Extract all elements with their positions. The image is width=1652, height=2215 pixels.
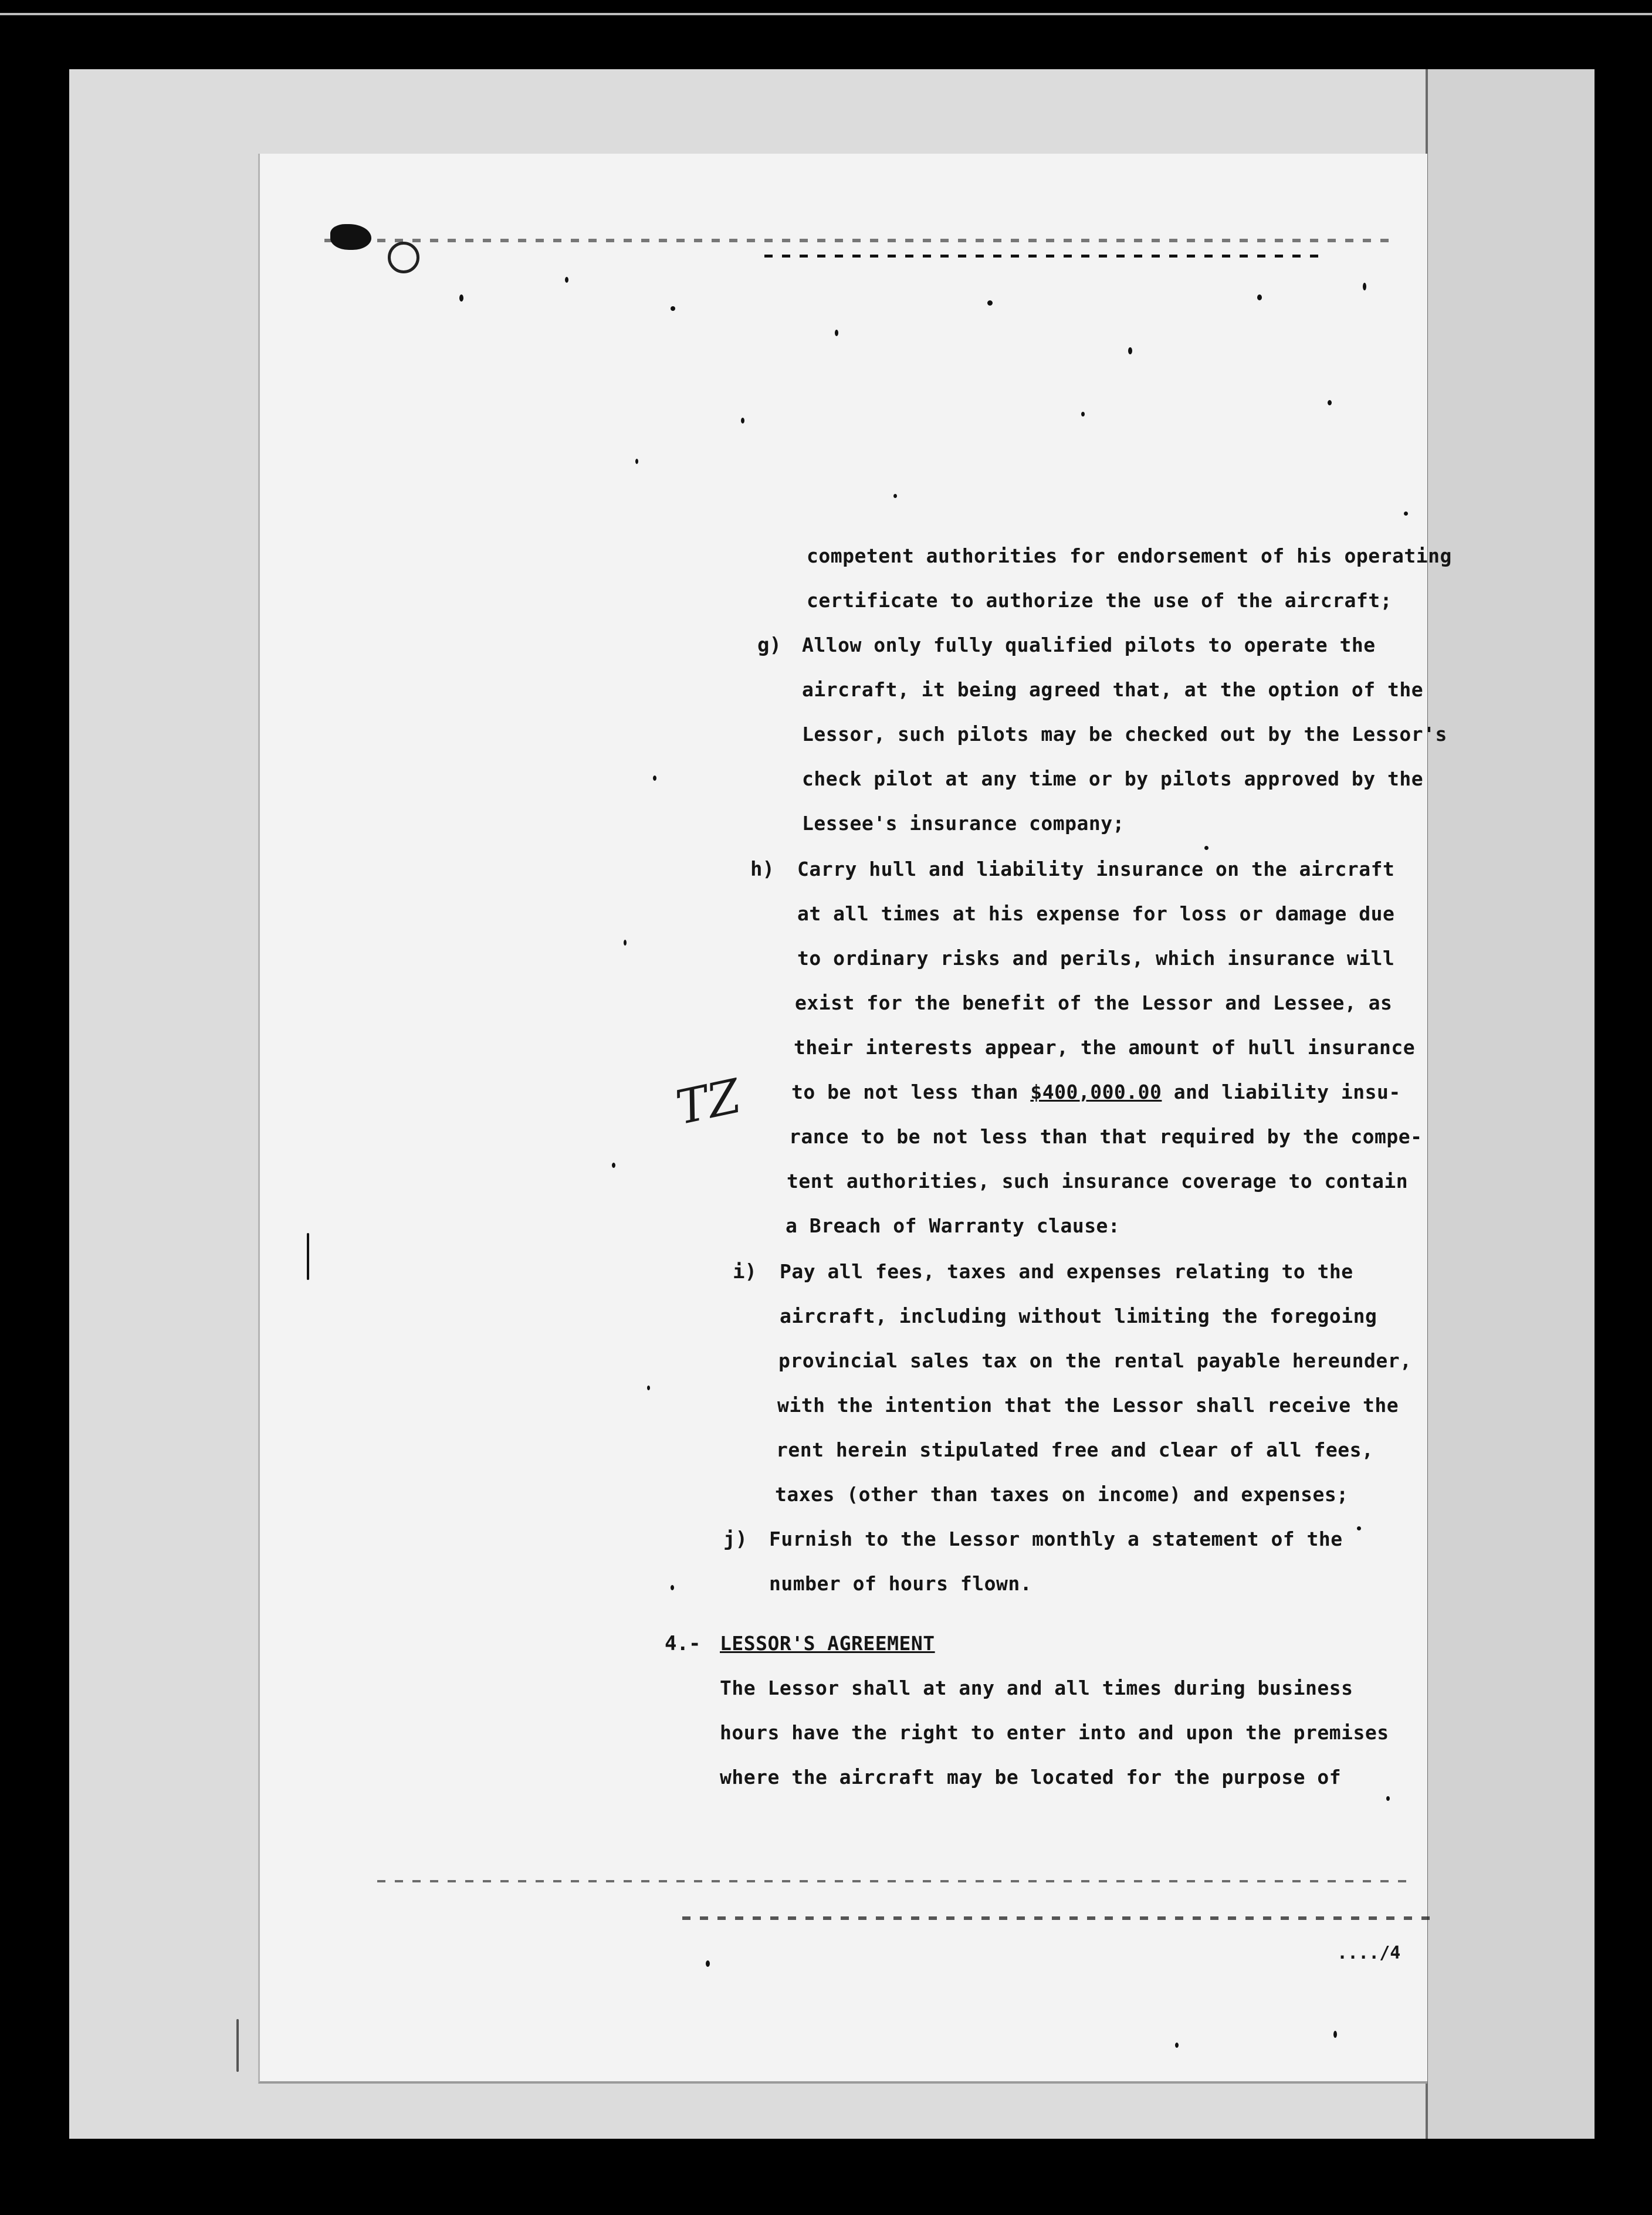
speckle — [1257, 294, 1262, 300]
hull-insurance-amount: $400,000.00 — [1030, 1081, 1162, 1103]
backing-board-edge — [1426, 69, 1595, 2139]
speckle — [741, 418, 744, 424]
item-i-line: with the intention that the Lessor shall receive the — [777, 1394, 1399, 1417]
item-h-line: their interests appear, the amount of hull insurance — [794, 1036, 1416, 1059]
speckle-band — [324, 239, 1392, 242]
speckle-band — [377, 1880, 1410, 1882]
speckle — [635, 459, 638, 464]
item-g-line: Lessor, such pilots may be checked out by the Lessor's — [802, 723, 1447, 746]
speckle — [653, 775, 656, 781]
speckle — [1404, 512, 1408, 516]
section-line: The Lessor shall at any and all times during business — [720, 1677, 1353, 1699]
speckle-band — [682, 1916, 1433, 1920]
speckle — [612, 1163, 615, 1168]
carryover-line: competent authorities for endorsement of his operating — [807, 544, 1452, 567]
speckle — [835, 330, 838, 336]
section-line: where the aircraft may be located for the purpose of — [720, 1766, 1342, 1789]
punch-hole — [388, 242, 419, 273]
speckle — [987, 300, 993, 306]
item-marker-j: j) — [723, 1528, 747, 1551]
speckle — [624, 940, 627, 946]
item-i-line: aircraft, including without limiting the foregoing — [780, 1305, 1377, 1327]
speckle — [1363, 283, 1366, 290]
item-h-line: tent authorities, such insurance coverage to contain — [787, 1170, 1409, 1193]
item-h-amount-line — [791, 1081, 1401, 1103]
item-h-line: Carry hull and liability insurance on the aircraft — [797, 858, 1395, 880]
handwritten-initials: TZ — [671, 1068, 746, 1136]
item-h-line: rance to be not less than that required by the compe- — [789, 1125, 1423, 1148]
item-j-line: Furnish to the Lessor monthly a statement of the — [769, 1528, 1343, 1550]
speckle — [307, 1233, 309, 1280]
speckle — [1081, 412, 1085, 416]
item-h-line: exist for the benefit of the Lessor and Lessee, as — [795, 991, 1393, 1014]
section-number: 4.- — [665, 1632, 701, 1655]
item-i-line: rent herein stipulated free and clear of all fees, — [776, 1438, 1374, 1461]
item-g-line: aircraft, it being agreed that, at the option of the — [802, 678, 1424, 701]
carryover-line: certificate to authorize the use of the aircraft; — [807, 589, 1393, 612]
item-i-line: taxes (other than taxes on income) and expenses; — [775, 1483, 1349, 1506]
top-rule — [0, 13, 1652, 15]
item-h-line: at all times at his expense for loss or damage due — [797, 902, 1395, 925]
speckle-band — [764, 255, 1328, 258]
speckle — [1357, 1526, 1361, 1530]
speckle — [893, 494, 897, 498]
speckle — [671, 306, 675, 311]
item-marker-g: g) — [757, 634, 781, 657]
speckle — [647, 1386, 650, 1390]
speckle — [706, 1960, 710, 1967]
item-g-line: check pilot at any time or by pilots approved by the — [802, 767, 1424, 790]
amount-prefix: to be not less than — [791, 1081, 1031, 1103]
speckle — [1328, 400, 1332, 405]
speckle — [1175, 2043, 1179, 2048]
speckle — [565, 277, 568, 283]
item-g-line: Allow only fully qualified pilots to operate the — [802, 634, 1376, 656]
speckle — [1128, 347, 1132, 354]
speckle — [1333, 2031, 1337, 2038]
amount-suffix: and liability insu- — [1162, 1081, 1401, 1103]
item-g-line: Lessee's insurance company; — [802, 812, 1125, 835]
speckle — [236, 2019, 239, 2072]
page-continuation: ..../4 — [1337, 1943, 1401, 1963]
item-marker-h: h) — [750, 858, 774, 881]
document-page — [258, 154, 1452, 2084]
section-heading: LESSOR'S AGREEMENT — [720, 1632, 935, 1655]
smudge — [330, 224, 371, 250]
speckle — [1204, 846, 1208, 850]
item-i-line: provincial sales tax on the rental payable hereunder, — [778, 1349, 1412, 1372]
item-h-line: to ordinary risks and perils, which insurance will — [797, 947, 1395, 970]
item-i-line: Pay all fees, taxes and expenses relating to the — [780, 1260, 1353, 1283]
speckle — [671, 1585, 674, 1590]
speckle — [459, 294, 463, 302]
section-line: hours have the right to enter into and upon the premises — [720, 1721, 1389, 1744]
item-h-line: a Breach of Warranty clause: — [786, 1214, 1120, 1237]
item-marker-i: i) — [733, 1260, 757, 1283]
item-j-line: number of hours flown. — [769, 1572, 1032, 1595]
speckle — [1386, 1796, 1390, 1801]
